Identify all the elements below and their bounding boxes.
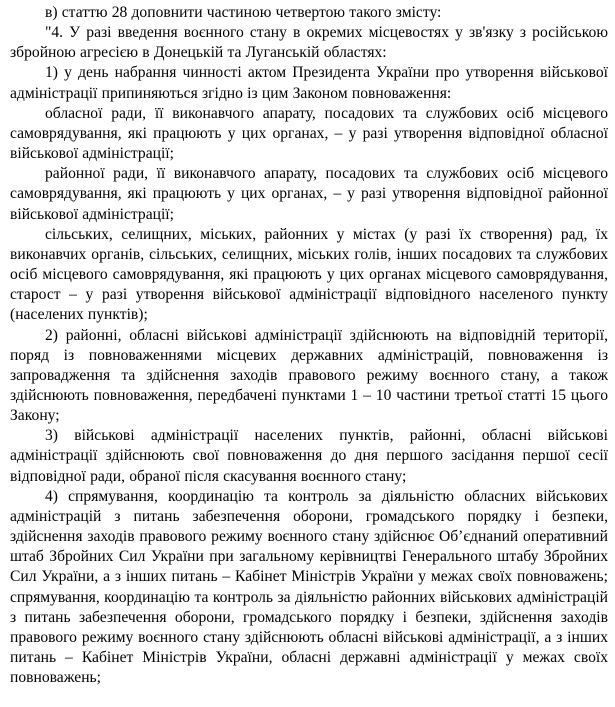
document-paragraph-item1-local-rada: сільських, селищних, міських, районних у містах (у разі їх створення) рад, їх виконавчих органів, сільських, селищних, міських голів, інших посадових та службових осіб місцевого самоврядування, які працюють у цих органах місцевого самоврядування, старост – у разі утворення військової адміністрації відповідного населеного пункту (населених пунктів); (10, 225, 608, 324)
document-paragraph-item1-intro: 1) у день набрання чинності актом Президента України про утворення військової адміністрації припиняються згідно із цим Законом повноваження: (10, 64, 608, 102)
document-paragraph-item1-raion-rada: районної ради, її виконавчого апарату, посадових та службових осіб місцевого самоврядування, які працюють у цих органах, – у разі утворення відповідної районної військової адміністрації; (10, 165, 608, 223)
document-paragraph-item1-oblast-rada: обласної ради, її виконавчого апарату, посадових та службових осіб місцевого самоврядування, які працюють у цих органах, – у разі утворення відповідної обласної військової адміністрації; (10, 104, 608, 163)
document-paragraph-part4-intro: "4. У разі введення воєнного стану в окремих місцевостях у зв'язку з російською збройною агресією в Донецькій та Луганській областях: (10, 24, 608, 62)
document-paragraph-item2: 2) районні, обласні військові адміністрації здійснюють на відповідній території, поряд із повноваженнями місцевих державних адміністрацій, повноваження із запровадження та здійснення заходів правового режиму воєнного стану, а також здійснюють повноваження, передбачені пунктами 1 – 10 частини третьої статті 15 цього Закону; (10, 326, 608, 425)
document-paragraph-item4: 4) спрямування, координацію та контроль за діяльністю обласних військових адміністрацій з питань забезпечення оборони, громадського порядку і безпеки, здійснення заходів правового режиму воєнного стану здійснює Об’єднаний оперативний штаб Збройних Сил України при загальному керівництві Генерального штабу Збройних Сил України, а з інших питань – Кабінет Міністрів України у межах своїх повноважень; спрямування, координацію та контроль за діяльністю районних військових адміністрацій з питань забезпечення оборони, громадського порядку і безпеки, здійснення заходів правового режиму воєнного стану здійснюють обласні військові адміністрації, а з інших питань – Кабінет Міністрів України, обласні державні адміністрації у межах своїх повноважень; (10, 487, 608, 687)
document-paragraph-amendment-intro: в) статтю 28 доповнити частиною четвертою такого змісту: (45, 4, 442, 21)
document-paragraph-item3: 3) військові адміністрації населених пунктів, районні, обласні військові адміністрації здійснюють свої повноваження до дня першого засідання першої сесії відповідної ради, обраної після скасування воєнного стану; (10, 427, 608, 485)
